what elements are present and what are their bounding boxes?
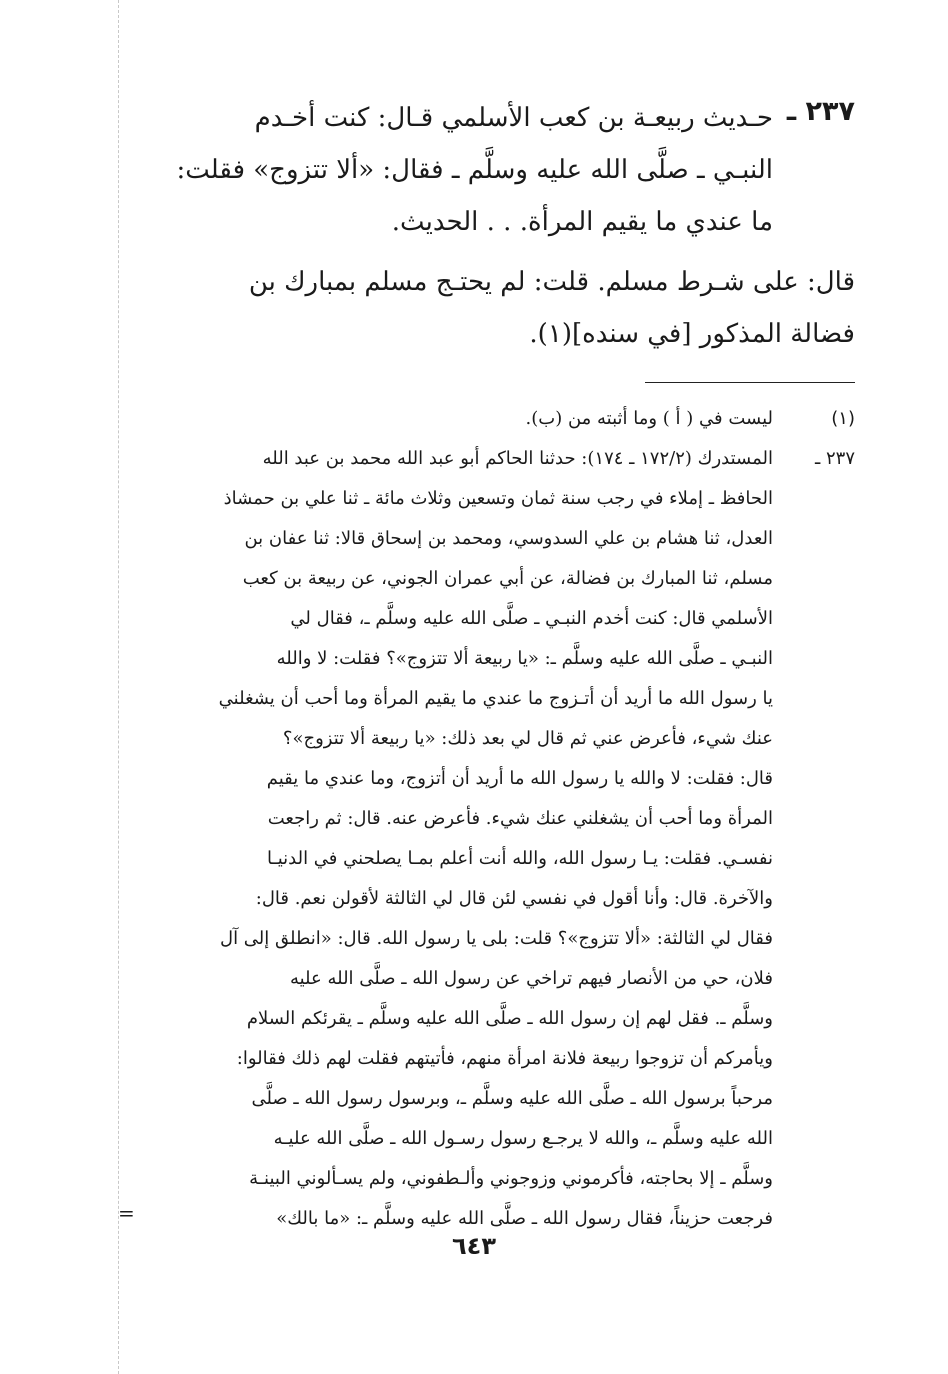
footnote-line: ليست في ( أ ) وما أثبته من (ب).: [525, 408, 773, 429]
footnote-line: الله عليه وسلَّم ـ، والله لا يرجـع رسول رسـول الله ـ صلَّى الله عليـه: [273, 1128, 773, 1149]
entry-line: حـديث ربيعـة بن كعب الأسلمي قـال: كنت أخـدم: [254, 103, 773, 133]
gutter-line: [118, 0, 120, 1374]
footnote-line: قال: فقلت: لا والله يا رسول الله ما أريد أن أتزوج، وما عندي ما يقيم: [266, 768, 773, 789]
entry-line: ما عندي ما يقيم المرأة. . . الحديث.: [391, 207, 773, 237]
entry-text: [140, 92, 773, 248]
footnote-line: فلان، حي من الأنصار فيهم تراخي عن رسول الله ـ صلَّى الله عليه: [289, 968, 773, 989]
footnote-line: وسلَّم ـ إلا بحاجته، فأكرموني وزوجوني وألـطفوني، ولم يسـألوني البينـة: [249, 1168, 773, 1189]
entry-number: ٢٣٧ ـ: [786, 96, 855, 127]
entry-line: النبـي ـ صلَّى الله عليه وسلَّم ـ فقال: «ألا تتزوج» فقلت:: [176, 155, 773, 185]
footnote-line: عنك شيء، فأعرض عني ثم قال لي بعد ذلك: «يا ربيعة ألا تتزوج»؟: [282, 728, 773, 749]
footnote-line: المستدرك (١٧٢/٢ ـ ١٧٤): حدثنا الحاكم أبو عبد الله محمد بن عبد الله: [262, 448, 773, 469]
footnote-line: وسلَّم ـ. فقل لهم إن رسول الله ـ صلَّى الله عليه وسلَّم ـ يقرئكم السلام: [246, 1008, 773, 1029]
footnote-body: [140, 439, 773, 1239]
footnote-1: [140, 399, 855, 439]
footnote-line: مرحباً برسول الله ـ صلَّى الله عليه وسلَّم ـ، وبرسول رسول الله ـ صلَّى: [251, 1088, 773, 1109]
page-body: [118, 92, 855, 1239]
footnote-line: فرجعت حزيناً، فقال رسول الله ـ صلَّى الله عليه وسلَّم ـ: «ما بالك»: [276, 1208, 773, 1229]
footnote-line: الحافظ ـ إملاء في رجب سنة ثمان وتسعين وثلاث مائة ـ ثنا علي بن حمشاذ: [223, 488, 773, 509]
continuation-mark: =: [118, 1201, 135, 1225]
hadith-entry: [140, 92, 855, 248]
comment-line: فضالة المذكور [في سنده](١).: [529, 319, 855, 349]
footnote-marker: (١): [831, 408, 855, 429]
author-comment: [140, 256, 855, 360]
footnote-line: فقال لي الثالثة: «ألا تتزوج»؟ قلت: بلى يا رسول الله. قال: «انطلق إلى آل: [220, 928, 773, 949]
footnote-2: [118, 439, 855, 1239]
footnote-line: المرأة وما أحب أن يشغلني عنك شيء. فأعرض عنه. قال: ثم راجعت: [267, 808, 773, 829]
footnote-line: يا رسول الله ما أريد أن أتـزوج ما عندي ما يقيم المرأة وما أحب أن يشغلني: [218, 688, 773, 709]
footnote-separator: [645, 382, 855, 383]
footnote-line: ويأمركم أن تزوجوا ربيعة فلانة امرأة منهم، فأتيتهم فقلت لهم ذلك فقالوا:: [236, 1048, 773, 1069]
footnote-marker: ٢٣٧ ـ: [814, 448, 855, 469]
footnote-line: نفسـي. فقلت: يـا رسول الله، والله أنت أعلم بمـا يصلحني في الدنيـا: [266, 848, 773, 869]
footnote-line: والآخرة. قال: وأنا أقول في نفسي لئن قال لي الثالثة لأقولن نعم. قال:: [255, 888, 773, 909]
footnote-line: النبـي ـ صلَّى الله عليه وسلَّم ـ: «يا ربيعة ألا تتزوج»؟ فقلت: لا والله: [276, 648, 773, 669]
footnote-line: العدل، ثنا هشام بن علي السدوسي، ومحمد بن إسحاق قالا: ثنا عفان بن: [244, 528, 773, 549]
page-number: ٦٤٣: [452, 1232, 496, 1260]
footnote-line: مسلم، ثنا المبارك بن فضالة، عن أبي عمران الجوني، عن ربيعة بن كعب: [242, 568, 773, 589]
footnote-line: الأسلمي قال: كنت أخدم النبـي ـ صلَّى الله عليه وسلَّم ـ، فقال لي: [290, 608, 773, 629]
comment-line: قال: على شـرط مسلم. قلت: لم يحتـج مسلم بمبارك بن: [248, 267, 855, 297]
